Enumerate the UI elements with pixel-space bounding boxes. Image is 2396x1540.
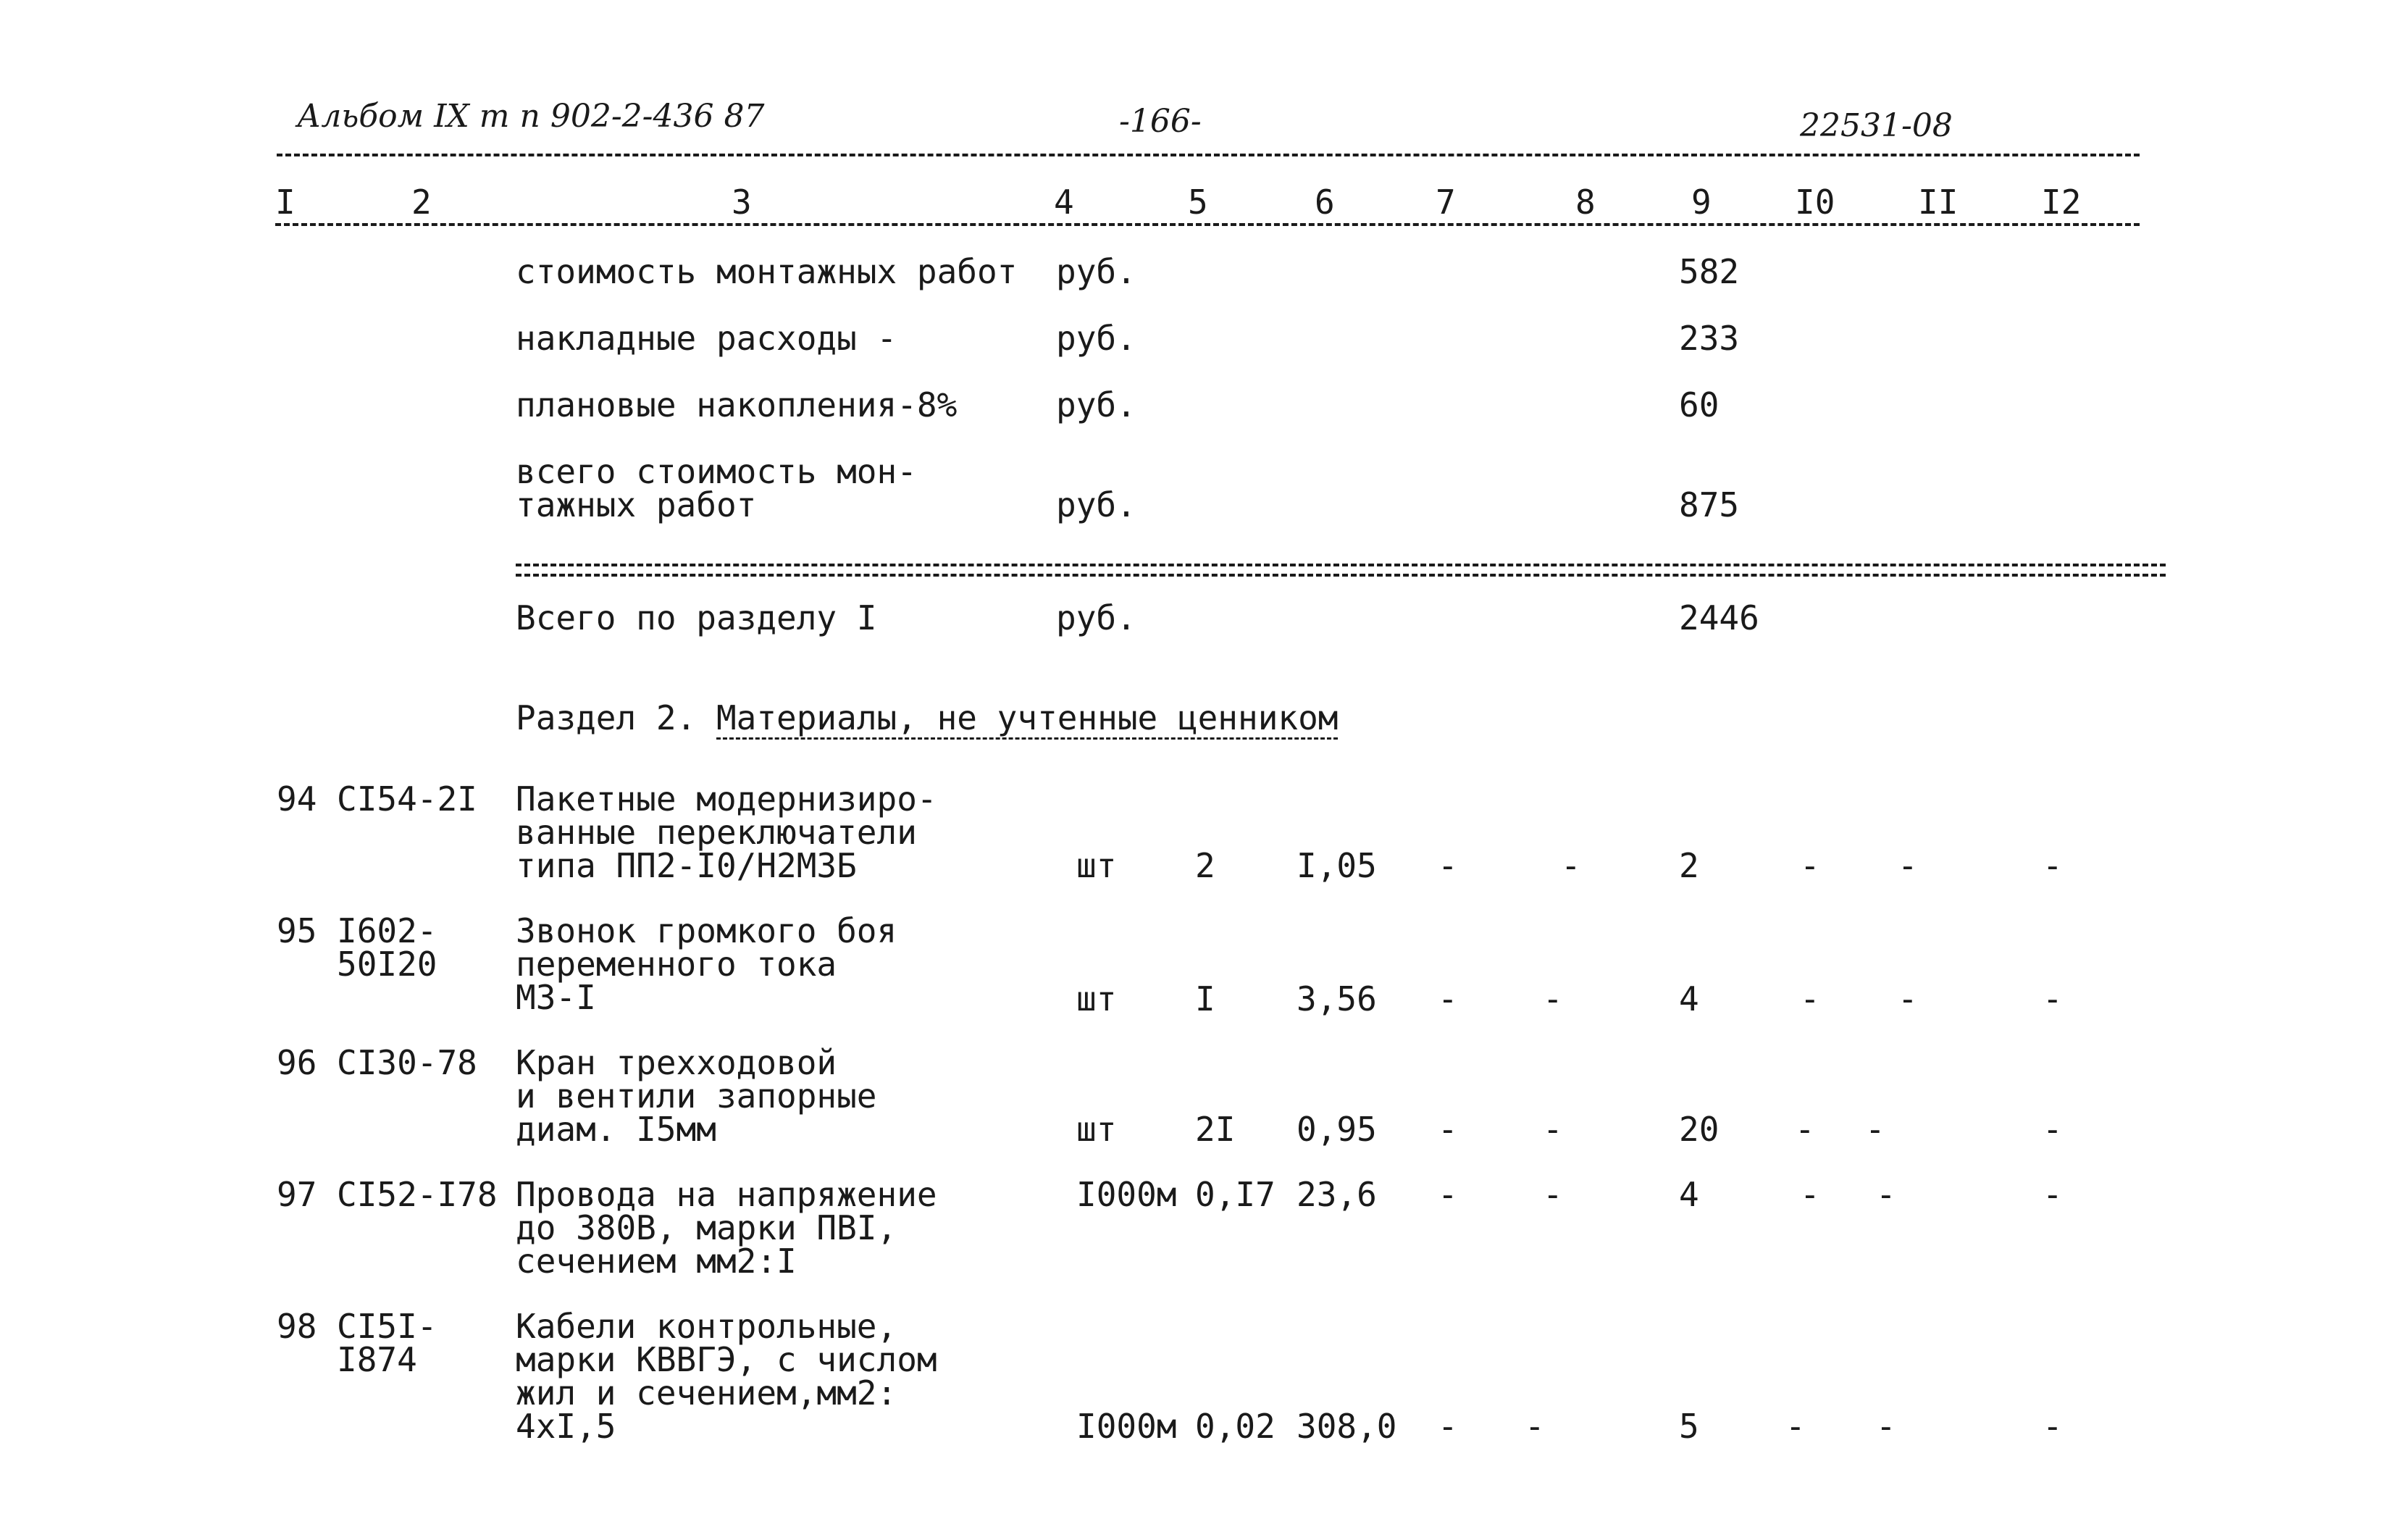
item-code: CI54-2I xyxy=(337,779,477,819)
item-quantity: 2 xyxy=(1195,846,1215,885)
item-col7: - xyxy=(1438,1175,1458,1214)
item-col8: - xyxy=(1561,846,1581,885)
item-col8: - xyxy=(1543,979,1563,1018)
item-name: Кран трехходовой xyxy=(516,1043,837,1082)
section-total-value: 2446 xyxy=(1679,598,1759,637)
item-col11: - xyxy=(1865,1110,1885,1149)
item-quantity: 2I xyxy=(1195,1110,1236,1149)
col-6-number: 6 xyxy=(1315,183,1335,222)
item-quantity: I xyxy=(1195,979,1215,1018)
item-name: жил и сечением,мм2: xyxy=(516,1373,897,1413)
item-unit: шт xyxy=(1076,846,1117,885)
col-12-number: I2 xyxy=(2041,183,2082,222)
item-number: 97 xyxy=(277,1175,317,1214)
col-11-number: II xyxy=(1918,183,1959,222)
column-header-rule xyxy=(275,223,2140,226)
header-rule xyxy=(277,154,2140,156)
summary-label: тажных работ xyxy=(516,485,757,524)
item-col7: - xyxy=(1438,979,1458,1018)
section-total-label: Всего по разделу I xyxy=(516,598,877,637)
col-1-number: I xyxy=(275,183,296,222)
summary-total: 60 xyxy=(1679,385,1719,424)
section-total-rule xyxy=(516,574,2166,577)
item-number: 98 xyxy=(277,1307,317,1346)
album-reference: Альбом IX т п 902-2-436 87 xyxy=(297,98,765,135)
item-total: 4 xyxy=(1679,979,1699,1018)
item-price: 3,56 xyxy=(1297,979,1377,1018)
col-9-number: 9 xyxy=(1691,183,1712,222)
item-col10: - xyxy=(1800,1175,1820,1214)
item-name: диам. I5мм xyxy=(516,1110,716,1149)
section-2-prefix: Раздел 2. xyxy=(516,698,716,737)
item-unit: шт xyxy=(1076,1110,1117,1149)
item-col12: - xyxy=(2043,1407,2063,1446)
item-name: Кабели контрольные, xyxy=(516,1307,897,1346)
section-2-title: Материалы, не учтенные ценником xyxy=(716,698,1339,740)
item-col7: - xyxy=(1438,1110,1458,1149)
summary-label: плановые накопления-8% xyxy=(516,385,958,424)
summary-unit: руб. xyxy=(1056,319,1136,358)
col-8-number: 8 xyxy=(1575,183,1596,222)
item-name: МЗ-I xyxy=(516,978,596,1017)
item-code: CI30-78 xyxy=(337,1043,477,1082)
item-price: 23,6 xyxy=(1297,1175,1377,1214)
item-col10: - xyxy=(1795,1110,1815,1149)
section-2-heading xyxy=(516,698,1339,737)
item-number: 94 xyxy=(277,779,317,819)
item-name: Пакетные модернизиро- xyxy=(516,779,937,819)
col-7-number: 7 xyxy=(1436,183,1456,222)
item-quantity: 0,I7 xyxy=(1195,1175,1276,1214)
summary-unit: руб. xyxy=(1056,385,1136,424)
item-col8: - xyxy=(1543,1110,1563,1149)
item-col7: - xyxy=(1438,846,1458,885)
item-col10: - xyxy=(1785,1407,1806,1446)
page-number: -166- xyxy=(1119,103,1202,140)
item-number: 96 xyxy=(277,1043,317,1082)
item-unit: шт xyxy=(1076,979,1117,1018)
item-col10: - xyxy=(1800,846,1820,885)
item-col8: - xyxy=(1525,1407,1545,1446)
item-col8: - xyxy=(1543,1175,1563,1214)
item-col11: - xyxy=(1876,1175,1896,1214)
item-col12: - xyxy=(2043,1110,2063,1149)
col-2-number: 2 xyxy=(411,183,432,222)
item-name: переменного тока xyxy=(516,945,837,984)
item-name: марки КВВГЭ, с числом xyxy=(516,1340,937,1379)
item-total: 4 xyxy=(1679,1175,1699,1214)
item-total: 2 xyxy=(1679,846,1699,885)
item-code: I874 xyxy=(337,1340,417,1379)
item-quantity: 0,02 xyxy=(1195,1407,1276,1446)
item-price: I,05 xyxy=(1297,846,1377,885)
item-code: 50I20 xyxy=(337,945,437,984)
item-code: I602- xyxy=(337,911,437,950)
item-col11: - xyxy=(1876,1407,1896,1446)
item-name: Звонок громкого боя xyxy=(516,911,897,950)
item-col7: - xyxy=(1438,1407,1458,1446)
item-total: 20 xyxy=(1679,1110,1719,1149)
item-name: и вентили запорные xyxy=(516,1076,877,1116)
item-total: 5 xyxy=(1679,1407,1699,1446)
col-3-number: 3 xyxy=(732,183,752,222)
item-unit: I000м xyxy=(1076,1175,1177,1214)
item-price: 308,0 xyxy=(1297,1407,1397,1446)
item-name: Провода на напряжение xyxy=(516,1175,937,1214)
item-col12: - xyxy=(2043,1175,2063,1214)
summary-label: стоимость монтажных работ xyxy=(516,252,1018,291)
item-name: сечением мм2:I xyxy=(516,1242,797,1281)
summary-total: 875 xyxy=(1679,485,1740,524)
summary-label: всего стоимость мон- xyxy=(516,452,917,491)
summary-total: 233 xyxy=(1679,319,1740,358)
summary-unit: руб. xyxy=(1056,252,1136,291)
item-col11: - xyxy=(1898,979,1918,1018)
item-col12: - xyxy=(2043,846,2063,885)
item-name: типа ПП2-I0/Н2М3Б xyxy=(516,846,857,885)
summary-label: накладные расходы - xyxy=(516,319,897,358)
summary-unit: руб. xyxy=(1056,485,1136,524)
col-10-number: I0 xyxy=(1795,183,1835,222)
section-total-rule xyxy=(516,564,2166,566)
item-number: 95 xyxy=(277,911,317,950)
item-code: CI52-I78 xyxy=(337,1175,498,1214)
section-total-unit: руб. xyxy=(1056,598,1136,637)
item-name: 4хI,5 xyxy=(516,1407,616,1446)
document-code: 22531-08 xyxy=(1800,107,1953,144)
item-name: ванные переключатели xyxy=(516,813,917,852)
summary-total: 582 xyxy=(1679,252,1740,291)
col-5-number: 5 xyxy=(1188,183,1208,222)
item-price: 0,95 xyxy=(1297,1110,1377,1149)
item-unit: I000м xyxy=(1076,1407,1177,1446)
col-4-number: 4 xyxy=(1054,183,1074,222)
item-col11: - xyxy=(1898,846,1918,885)
item-name: до 380В, марки ПВI, xyxy=(516,1208,897,1247)
item-code: CI5I- xyxy=(337,1307,437,1346)
item-col12: - xyxy=(2043,979,2063,1018)
item-col10: - xyxy=(1800,979,1820,1018)
